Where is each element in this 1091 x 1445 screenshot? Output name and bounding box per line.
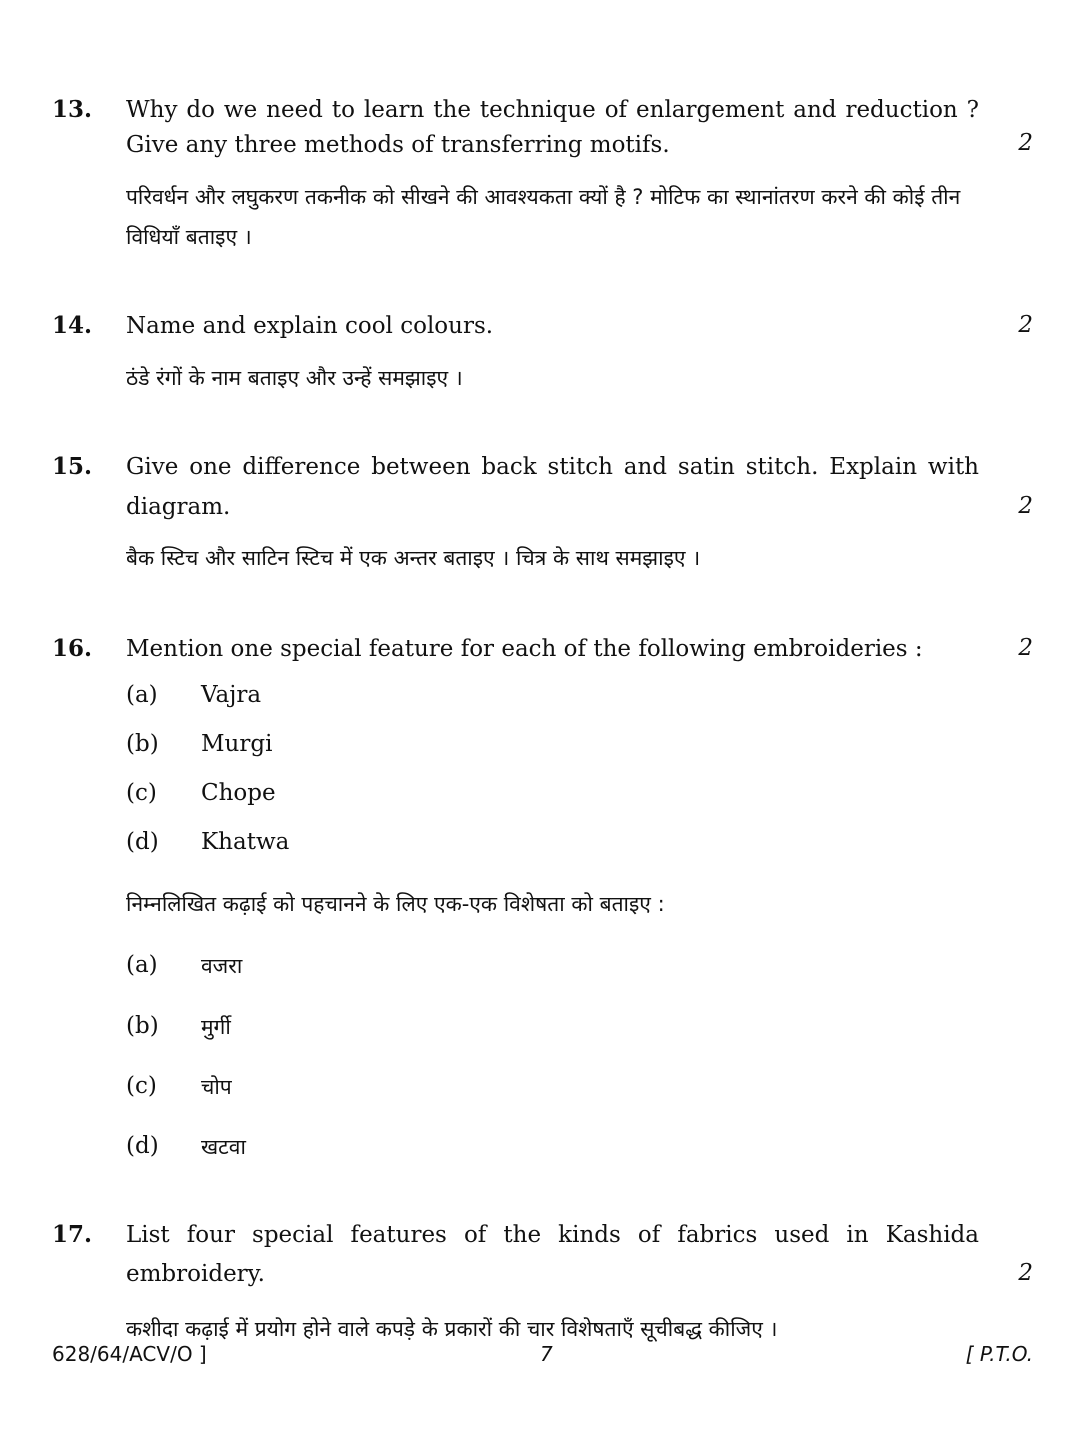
- question-text-line-2: diagram.: [126, 494, 231, 520]
- option-text: मुर्गी: [201, 1015, 231, 1039]
- question-text-hindi: कशीदा कढ़ाई में प्रयोग होने वाले कपड़े के प्रकारों की चार विशेषताएँ सूचीबद्ध कीजिए ।: [126, 1317, 778, 1341]
- option-label: (a): [126, 952, 158, 978]
- option-label: (d): [126, 1133, 159, 1159]
- marks: 2: [1018, 130, 1033, 156]
- marks: 2: [1018, 493, 1033, 519]
- option-label: (a): [126, 682, 158, 708]
- question-number: 14.: [52, 312, 93, 339]
- option-label: (c): [126, 780, 157, 806]
- pto-label: [ P.T.O.: [965, 1342, 1033, 1366]
- question-text-line-2: Give any three methods of transferring motifs.: [126, 132, 670, 158]
- question-text: Mention one special feature for each of the following embroideries :: [126, 636, 923, 662]
- question-text-hindi: ठंडे रंगों के नाम बताइए और उन्हें समझाइए ।: [126, 366, 463, 390]
- question-text: Name and explain cool colours.: [126, 313, 494, 339]
- option-text: Khatwa: [201, 829, 290, 855]
- question-text-hindi: बैक स्टिच और साटिन स्टिच में एक अन्तर बताइए । चित्र के साथ समझाइए ।: [126, 546, 701, 570]
- question-text-line-1: Why do we need to learn the technique of enlargement and reduction ?: [126, 97, 979, 123]
- option-text: चोप: [201, 1075, 232, 1099]
- question-text-line-1: List four special features of the kinds of fabrics used in Kashida: [126, 1222, 979, 1248]
- marks: 2: [1018, 1260, 1033, 1286]
- option-text: वजरा: [201, 954, 243, 978]
- marks: 2: [1018, 635, 1033, 661]
- page-number: 7: [540, 1342, 553, 1366]
- option-text: खटवा: [201, 1135, 246, 1159]
- option-text: Vajra: [201, 682, 262, 708]
- question-text-line-2: embroidery.: [126, 1261, 265, 1287]
- option-text: Chope: [201, 780, 276, 806]
- question-number: 15.: [52, 453, 93, 480]
- question-number: 13.: [52, 96, 93, 123]
- option-label: (b): [126, 731, 159, 757]
- marks: 2: [1018, 312, 1033, 338]
- question-number: 17.: [52, 1221, 93, 1248]
- question-number: 16.: [52, 635, 93, 662]
- question-text-hindi: परिवर्धन और लघुकरण तकनीक को सीखने की आवश्यकता क्यों है ? मोटिफ का स्थानांतरण करने की कोई तीन विधियाँ बताइए ।: [126, 185, 961, 249]
- paper-code: 628/64/ACV/O ]: [52, 1342, 207, 1366]
- option-label: (b): [126, 1013, 159, 1039]
- question-text-line-1: Give one difference between back stitch and satin stitch. Explain with: [126, 454, 979, 480]
- option-label: (d): [126, 829, 159, 855]
- option-label: (c): [126, 1073, 157, 1099]
- question-text-hindi: निम्नलिखित कढ़ाई को पहचानने के लिए एक-एक विशेषता को बताइए :: [126, 892, 665, 916]
- option-text: Murgi: [201, 731, 273, 757]
